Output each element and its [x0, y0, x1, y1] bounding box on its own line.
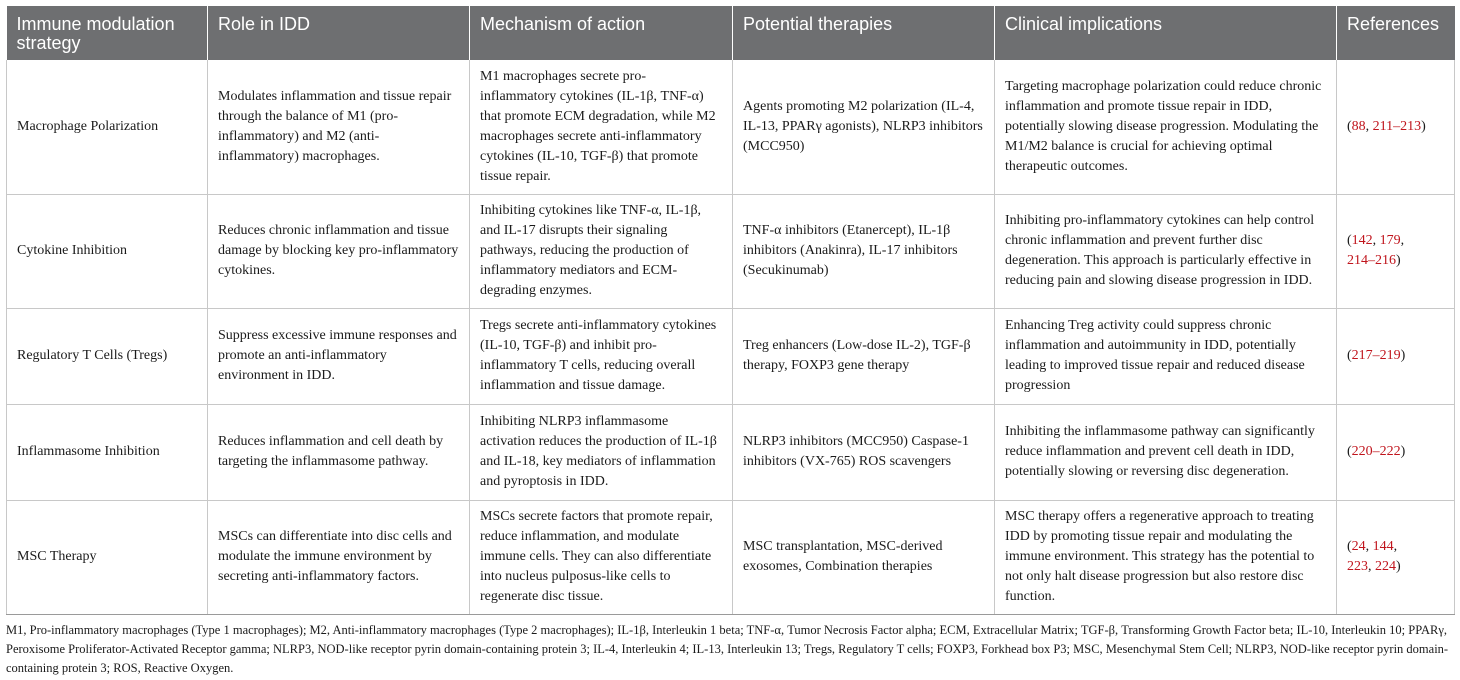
header-role: Role in IDD [208, 6, 470, 60]
header-mechanism: Mechanism of action [470, 6, 733, 60]
table-row [7, 500, 1455, 614]
cell-references: (142, 179, 214–216) [1337, 194, 1455, 308]
cell-clinical: Inhibiting the inflammasome pathway can significantly reduce inflammation and prevent cell death in IDD, potentially slowing or reversing disc degeneration. [995, 404, 1337, 500]
cell-therapies: MSC transplantation, MSC-derived exosomes, Combination therapies [733, 500, 995, 614]
cell-strategy: Cytokine Inhibition [7, 194, 208, 308]
table-row [7, 194, 1455, 308]
header-therapies: Potential therapies [733, 6, 995, 60]
cell-role: Reduces chronic inflammation and tissue damage by blocking key pro-inflammatory cytokines. [208, 194, 470, 308]
cell-clinical: MSC therapy offers a regenerative approach to treating IDD by promoting tissue repair and modulating the immune environment. This strategy has the potential to not only halt disease progression but also restore disc function. [995, 500, 1337, 614]
cell-therapies: Agents promoting M2 polarization (IL-4, IL-13, PPARγ agonists), NLRP3 inhibitors (MCC950) [733, 60, 995, 194]
cell-clinical: Inhibiting pro-inflammatory cytokines can help control chronic inflammation and prevent further disc degeneration. This approach is particularly effective in reducing pain and slowing disease progression in IDD. [995, 194, 1337, 308]
cell-therapies: Treg enhancers (Low-dose IL-2), TGF-β therapy, FOXP3 gene therapy [733, 308, 995, 404]
reference-link[interactable]: 224 [1375, 559, 1396, 574]
cell-mechanism: Tregs secrete anti-inflammatory cytokines (IL-10, TGF-β) and inhibit pro-inflammatory T cells, reducing overall inflammation and tissue damage. [470, 308, 733, 404]
reference-link[interactable]: 142 [1351, 233, 1373, 248]
cell-therapies: TNF-α inhibitors (Etanercept), IL-1β inhibitors (Anakinra), IL-17 inhibitors (Secukinumab) [733, 194, 995, 308]
cell-strategy: Regulatory T Cells (Tregs) [7, 308, 208, 404]
cell-clinical: Enhancing Treg activity could suppress chronic inflammation and autoimmunity in IDD, potentially leading to improved tissue repair and reduced disease progression [995, 308, 1337, 404]
cell-mechanism: M1 macrophages secrete pro-inflammatory cytokines (IL-1β, TNF-α) that promote ECM degradation, while M2 macrophages secrete anti-inflammatory cytokines (IL-10, TGF-β) that promote tissue repair. [470, 60, 733, 194]
cell-strategy: MSC Therapy [7, 500, 208, 614]
table-row [7, 60, 1455, 194]
reference-link[interactable]: 214–216 [1347, 253, 1396, 268]
cell-role: Suppress excessive immune responses and promote an anti-inflammatory environment in IDD. [208, 308, 470, 404]
table-row [7, 404, 1455, 500]
cell-therapies: NLRP3 inhibitors (MCC950) Caspase-1 inhibitors (VX-765) ROS scavengers [733, 404, 995, 500]
reference-link[interactable]: 211–213 [1372, 118, 1422, 134]
cell-references: (88, 211–213) [1337, 60, 1455, 194]
reference-link[interactable]: 223 [1347, 559, 1368, 574]
cell-mechanism: Inhibiting cytokines like TNF-α, IL-1β, and IL-17 disrupts their signaling pathways, reducing the production of inflammatory mediators and ECM-degrading enzymes. [470, 194, 733, 308]
header-references: References [1337, 6, 1455, 60]
cell-references: (217–219) [1337, 308, 1455, 404]
reference-link[interactable]: 217–219 [1351, 348, 1401, 363]
header-clinical: Clinical implications [995, 6, 1337, 60]
table-footnote: M1, Pro-inflammatory macrophages (Type 1 macrophages); M2, Anti-inflammatory macrophages (Type 2 macrophages); IL-1β, Interleukin 1 beta; TNF-α, Tumor Necrosis Factor alpha; ECM, Extracellular Matrix; TGF-β, Transforming Growth Factor beta; IL-10, Interleukin 10; PPARγ, Peroxisome Proliferator-Activated Receptor gamma; NLRP3, NOD-like receptor pyrin domain-containing protein 3; IL-4, Interleukin 4; IL-13, Interleukin 13; Tregs, Regulatory T cells; FOXP3, Forkhead box P3; MSC, Mesenchymal Stem Cell; NLRP3, NOD-like receptor pyrin domain-containing protein 3; ROS, Reactive Oxygen. [6, 622, 1449, 675]
cell-role: Modulates inflammation and tissue repair through the balance of M1 (pro-inflammatory) and M2 (anti-inflammatory) macrophages. [208, 60, 470, 194]
reference-link[interactable]: 220–222 [1351, 444, 1401, 459]
cell-mechanism: MSCs secrete factors that promote repair, reduce inflammation, and modulate immune cells. They can also differentiate into nucleus pulposus-like cells to regenerate disc tissue. [470, 500, 733, 614]
reference-link[interactable]: 144 [1372, 539, 1394, 554]
document-table-container [6, 6, 1454, 678]
cell-references: (220–222) [1337, 404, 1455, 500]
table-row [7, 308, 1455, 404]
cell-references: (24, 144, 223, 224) [1337, 500, 1455, 614]
immune-modulation-table [6, 6, 1455, 615]
cell-clinical: Targeting macrophage polarization could reduce chronic inflammation and promote tissue repair in IDD, potentially slowing disease progression. Modulating the M1/M2 balance is crucial for achieving optimal therapeutic outcomes. [995, 60, 1337, 194]
reference-link[interactable]: 24 [1351, 539, 1366, 554]
reference-link[interactable]: 179 [1379, 233, 1401, 248]
cell-strategy: Macrophage Polarization [7, 60, 208, 194]
cell-role: Reduces inflammation and cell death by targeting the inflammasome pathway. [208, 404, 470, 500]
table-header-row [7, 6, 1455, 60]
cell-role: MSCs can differentiate into disc cells and modulate the immune environment by secreting anti-inflammatory factors. [208, 500, 470, 614]
cell-strategy: Inflammasome Inhibition [7, 404, 208, 500]
reference-link[interactable]: 88 [1351, 118, 1366, 134]
header-strategy: Immune modulation strategy [7, 6, 208, 60]
cell-mechanism: Inhibiting NLRP3 inflammasome activation reduces the production of IL-1β and IL-18, key mediators of inflammation and pyroptosis in IDD. [470, 404, 733, 500]
